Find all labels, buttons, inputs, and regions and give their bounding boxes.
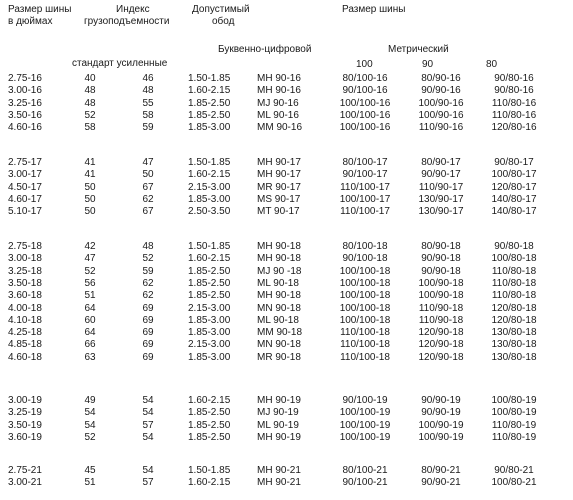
metric-size-100: 100/100-18	[339, 290, 391, 302]
load-index-reinforced: 55	[142, 97, 154, 109]
load-index-reinforced: 57	[142, 477, 154, 489]
permissible-rim: 1.60-2.15	[188, 477, 231, 489]
permissible-rim: 2.15-3.00	[188, 302, 231, 314]
metric-size-90: 100/90-16	[418, 97, 464, 109]
header-metric-90: 90	[422, 59, 434, 70]
metric-size-80: 90/80-16	[494, 73, 534, 84]
load-index-reinforced: 69	[142, 339, 154, 351]
alphanumeric-size: MH 90-21	[257, 477, 301, 489]
metric-size-80: 120/80-17	[491, 181, 537, 193]
metric-size-90: 90/90-16	[421, 85, 461, 97]
permissible-rim: 1.85-3.00	[188, 314, 231, 326]
tire-size-inches: 3.50-18	[8, 277, 42, 289]
metric-size-90: 80/90-16	[421, 73, 461, 84]
load-index-reinforced: 62	[142, 290, 154, 302]
tire-size-inches: 3.25-16	[8, 97, 42, 109]
alphanumeric-size: MS 90-17	[257, 193, 301, 205]
alphanumeric-size: MN 90-18	[257, 302, 301, 314]
metric-size-80: 110/80-18	[491, 277, 537, 289]
metric-size-80: 110/80-18	[491, 265, 537, 277]
load-index-standard: 64	[84, 302, 96, 314]
metric-size-100: 90/100-16	[342, 85, 388, 97]
load-index-reinforced: 69	[142, 314, 154, 326]
load-index-reinforced: 57	[142, 419, 154, 431]
metric-size-90: 130/90-17	[418, 193, 464, 205]
load-index-standard: 64	[84, 327, 96, 339]
header-std-reinforced: стандарт усиленные	[72, 58, 168, 69]
header-index-line2: грузоподъемности	[84, 16, 170, 27]
metric-size-90: 80/90-18	[421, 241, 461, 252]
metric-size-80: 100/80-21	[491, 477, 537, 489]
load-index-reinforced: 58	[142, 109, 154, 121]
metric-size-80: 100/80-19	[491, 395, 537, 406]
metric-size-100: 110/100-17	[340, 181, 390, 193]
metric-size-100: 110/100-17	[340, 206, 390, 218]
metric-size-80: 110/80-19	[491, 431, 537, 443]
load-index-reinforced: 46	[142, 73, 154, 84]
metric-size-80: 90/80-16	[494, 85, 534, 97]
metric-size-100: 100/100-18	[339, 277, 391, 289]
metric-size-100: 110/100-18	[340, 327, 390, 339]
alphanumeric-size: MM 90-16	[257, 122, 303, 134]
metric-size-100: 90/100-19	[342, 395, 388, 406]
load-index-reinforced: 59	[142, 122, 154, 134]
tire-size-inches: 3.00-17	[8, 169, 42, 181]
permissible-rim: 1.85-3.00	[188, 122, 231, 134]
tire-size-inches: 3.00-16	[8, 85, 42, 97]
metric-size-100: 100/100-19	[339, 431, 391, 443]
metric-size-90: 80/90-17	[421, 157, 461, 168]
tire-size-inches: 3.00-19	[8, 395, 42, 406]
load-index-standard: 66	[84, 339, 96, 351]
permissible-rim: 1.85-2.50	[188, 407, 231, 419]
header-alphanumeric: Буквенно-цифровой	[218, 44, 312, 55]
metric-size-100: 90/100-21	[342, 477, 388, 489]
permissible-rim: 1.60-2.15	[188, 169, 231, 181]
alphanumeric-size: MJ 90-16	[257, 97, 299, 109]
metric-size-100: 80/100-17	[342, 157, 388, 168]
load-index-reinforced: 54	[142, 431, 154, 443]
metric-size-90: 90/90-18	[421, 265, 461, 277]
metric-size-100: 80/100-21	[342, 465, 388, 476]
metric-size-80: 90/80-18	[494, 241, 534, 252]
metric-size-80: 100/80-19	[491, 407, 537, 419]
permissible-rim: 1.85-2.50	[188, 265, 231, 277]
permissible-rim: 1.60-2.15	[188, 395, 231, 406]
metric-size-90: 110/90-18	[418, 314, 464, 326]
alphanumeric-size: ML 90-16	[257, 109, 299, 121]
metric-size-80: 120/80-18	[491, 314, 537, 326]
load-index-standard: 41	[84, 157, 96, 168]
metric-size-90: 90/90-19	[421, 407, 461, 419]
metric-size-90: 110/90-18	[418, 302, 464, 314]
header-metric-100: 100	[356, 59, 373, 70]
load-index-reinforced: 69	[142, 327, 154, 339]
tire-size-inches: 4.60-16	[8, 122, 42, 134]
metric-size-100: 100/100-19	[339, 407, 391, 419]
load-index-reinforced: 48	[142, 85, 154, 97]
load-index-standard: 51	[84, 477, 96, 489]
header-metric: Метрический	[388, 44, 449, 55]
tire-size-inches: 4.85-18	[8, 339, 42, 351]
permissible-rim: 1.85-2.50	[188, 109, 231, 121]
load-index-standard: 52	[84, 265, 96, 277]
tire-size-inches: 2.75-17	[8, 157, 42, 168]
alphanumeric-size: MR 90-17	[257, 181, 301, 193]
alphanumeric-size: MH 90-16	[257, 73, 301, 84]
tire-size-inches: 5.10-17	[8, 206, 42, 218]
metric-size-100: 100/100-17	[339, 193, 391, 205]
metric-size-80: 130/80-18	[491, 327, 537, 339]
load-index-reinforced: 50	[142, 169, 154, 181]
alphanumeric-size: MJ 90-19	[257, 407, 299, 419]
metric-size-90: 90/90-21	[421, 477, 461, 489]
tire-size-inches: 4.25-18	[8, 327, 42, 339]
alphanumeric-size: MM 90-18	[257, 327, 303, 339]
permissible-rim: 1.50-1.85	[188, 73, 231, 84]
metric-size-90: 110/90-16	[418, 122, 464, 134]
load-index-standard: 52	[84, 431, 96, 443]
alphanumeric-size: MT 90-17	[257, 206, 300, 218]
metric-size-100: 100/100-18	[339, 302, 391, 314]
metric-size-100: 80/100-16	[342, 73, 388, 84]
metric-size-100: 110/100-18	[340, 351, 390, 363]
load-index-reinforced: 48	[142, 241, 154, 252]
permissible-rim: 1.85-2.50	[188, 290, 231, 302]
load-index-standard: 50	[84, 181, 96, 193]
metric-size-80: 120/80-18	[491, 302, 537, 314]
metric-size-90: 80/90-21	[421, 465, 461, 476]
permissible-rim: 1.85-3.00	[188, 351, 231, 363]
alphanumeric-size: MH 90-16	[257, 85, 301, 97]
metric-size-80: 110/80-16	[491, 97, 537, 109]
metric-size-80: 110/80-16	[491, 109, 537, 121]
metric-size-100: 100/100-16	[339, 109, 391, 121]
header-size-inches-line2: в дюймах	[8, 16, 53, 27]
permissible-rim: 1.50-1.85	[188, 157, 231, 168]
alphanumeric-size: ML 90-18	[257, 277, 299, 289]
tire-size-inches: 3.60-18	[8, 290, 42, 302]
metric-size-80: 130/80-18	[491, 339, 537, 351]
load-index-reinforced: 47	[142, 157, 154, 168]
load-index-standard: 52	[84, 109, 96, 121]
load-index-standard: 50	[84, 206, 96, 218]
permissible-rim: 2.15-3.00	[188, 181, 231, 193]
alphanumeric-size: MH 90-18	[257, 253, 301, 265]
header-tire-size: Размер шины	[342, 4, 406, 15]
metric-size-80: 140/80-17	[491, 206, 537, 218]
load-index-standard: 48	[84, 85, 96, 97]
metric-size-90: 120/90-18	[418, 339, 464, 351]
load-index-standard: 45	[84, 465, 96, 476]
tire-size-inches: 4.60-17	[8, 193, 42, 205]
metric-size-100: 80/100-18	[342, 241, 388, 252]
load-index-reinforced: 69	[142, 302, 154, 314]
permissible-rim: 1.50-1.85	[188, 241, 231, 252]
alphanumeric-size: MH 90-18	[257, 241, 301, 252]
metric-size-90: 120/90-18	[418, 327, 464, 339]
load-index-standard: 63	[84, 351, 96, 363]
tire-size-inches: 2.75-21	[8, 465, 42, 476]
metric-size-100: 110/100-18	[340, 339, 390, 351]
permissible-rim: 1.85-2.50	[188, 419, 231, 431]
load-index-standard: 42	[84, 241, 96, 252]
load-index-reinforced: 59	[142, 265, 154, 277]
permissible-rim: 1.60-2.15	[188, 85, 231, 97]
header-metric-80: 80	[486, 59, 498, 70]
metric-size-100: 90/100-17	[342, 169, 388, 181]
tire-size-inches: 3.00-18	[8, 253, 42, 265]
alphanumeric-size: ML 90-18	[257, 314, 299, 326]
alphanumeric-size: MH 90-17	[257, 157, 301, 168]
metric-size-80: 100/80-18	[491, 253, 537, 265]
header-rim-line1: Допустимый	[192, 4, 250, 15]
metric-size-80: 100/80-17	[491, 169, 537, 181]
load-index-standard: 54	[84, 407, 96, 419]
alphanumeric-size: MH 90-19	[257, 431, 301, 443]
permissible-rim: 1.85-3.00	[188, 327, 231, 339]
tire-size-inches: 2.75-18	[8, 241, 42, 252]
load-index-reinforced: 62	[142, 193, 154, 205]
header-size-inches-line1: Размер шины	[8, 4, 72, 15]
load-index-reinforced: 67	[142, 206, 154, 218]
alphanumeric-size: MN 90-18	[257, 339, 301, 351]
metric-size-100: 100/100-16	[339, 122, 391, 134]
tire-size-inches: 3.25-18	[8, 265, 42, 277]
load-index-standard: 47	[84, 253, 96, 265]
tire-size-inches: 3.60-19	[8, 431, 42, 443]
alphanumeric-size: MH 90-21	[257, 465, 301, 476]
alphanumeric-size: MJ 90 -18	[257, 265, 302, 277]
load-index-reinforced: 54	[142, 395, 154, 406]
permissible-rim: 2.15-3.00	[188, 339, 231, 351]
load-index-standard: 58	[84, 122, 96, 134]
load-index-standard: 60	[84, 314, 96, 326]
tire-size-inches: 3.00-21	[8, 477, 42, 489]
tire-size-inches: 4.50-17	[8, 181, 42, 193]
tire-size-inches: 4.00-18	[8, 302, 42, 314]
alphanumeric-size: MH 90-18	[257, 290, 301, 302]
permissible-rim: 1.60-2.15	[188, 253, 231, 265]
permissible-rim: 1.85-2.50	[188, 277, 231, 289]
load-index-standard: 41	[84, 169, 96, 181]
metric-size-90: 100/90-19	[418, 419, 464, 431]
permissible-rim: 1.85-2.50	[188, 97, 231, 109]
alphanumeric-size: ML 90-19	[257, 419, 299, 431]
metric-size-100: 90/100-18	[342, 253, 388, 265]
metric-size-100: 100/100-16	[339, 97, 391, 109]
tire-size-inches: 3.25-19	[8, 407, 42, 419]
permissible-rim: 1.50-1.85	[188, 465, 231, 476]
load-index-standard: 50	[84, 193, 96, 205]
alphanumeric-size: MH 90-19	[257, 395, 301, 406]
metric-size-90: 130/90-17	[418, 206, 464, 218]
load-index-reinforced: 67	[142, 181, 154, 193]
load-index-standard: 49	[84, 395, 96, 406]
metric-size-90: 110/90-17	[418, 181, 464, 193]
metric-size-80: 130/80-18	[491, 351, 537, 363]
alphanumeric-size: MR 90-18	[257, 351, 301, 363]
tire-size-inches: 4.60-18	[8, 351, 42, 363]
metric-size-80: 110/80-19	[491, 419, 537, 431]
permissible-rim: 1.85-2.50	[188, 431, 231, 443]
load-index-reinforced: 52	[142, 253, 154, 265]
tire-size-inches: 3.50-16	[8, 109, 42, 121]
load-index-reinforced: 54	[142, 465, 154, 476]
metric-size-80: 140/80-17	[491, 193, 537, 205]
metric-size-80: 120/80-16	[491, 122, 537, 134]
metric-size-90: 90/90-18	[421, 253, 461, 265]
tire-size-inches: 3.50-19	[8, 419, 42, 431]
metric-size-90: 90/90-17	[421, 169, 461, 181]
metric-size-80: 90/80-21	[494, 465, 534, 476]
metric-size-100: 100/100-18	[339, 314, 391, 326]
header-index-line1: Индекс	[116, 4, 150, 15]
alphanumeric-size: MH 90-17	[257, 169, 301, 181]
metric-size-90: 90/90-19	[421, 395, 461, 406]
metric-size-90: 100/90-18	[418, 277, 464, 289]
metric-size-100: 100/100-19	[339, 419, 391, 431]
load-index-standard: 48	[84, 97, 96, 109]
header-rim-line2: обод	[212, 16, 235, 27]
load-index-reinforced: 54	[142, 407, 154, 419]
metric-size-100: 100/100-18	[339, 265, 391, 277]
load-index-standard: 51	[84, 290, 96, 302]
permissible-rim: 1.85-3.00	[188, 193, 231, 205]
tire-size-inches: 4.10-18	[8, 314, 42, 326]
metric-size-90: 120/90-18	[418, 351, 464, 363]
load-index-reinforced: 69	[142, 351, 154, 363]
metric-size-80: 90/80-17	[494, 157, 534, 168]
metric-size-90: 100/90-16	[418, 109, 464, 121]
load-index-standard: 54	[84, 419, 96, 431]
metric-size-80: 110/80-18	[491, 290, 537, 302]
permissible-rim: 2.50-3.50	[188, 206, 231, 218]
metric-size-90: 100/90-19	[418, 431, 464, 443]
load-index-reinforced: 62	[142, 277, 154, 289]
tire-size-inches: 2.75-16	[8, 73, 42, 84]
metric-size-90: 100/90-18	[418, 290, 464, 302]
load-index-standard: 40	[84, 73, 96, 84]
load-index-standard: 56	[84, 277, 96, 289]
